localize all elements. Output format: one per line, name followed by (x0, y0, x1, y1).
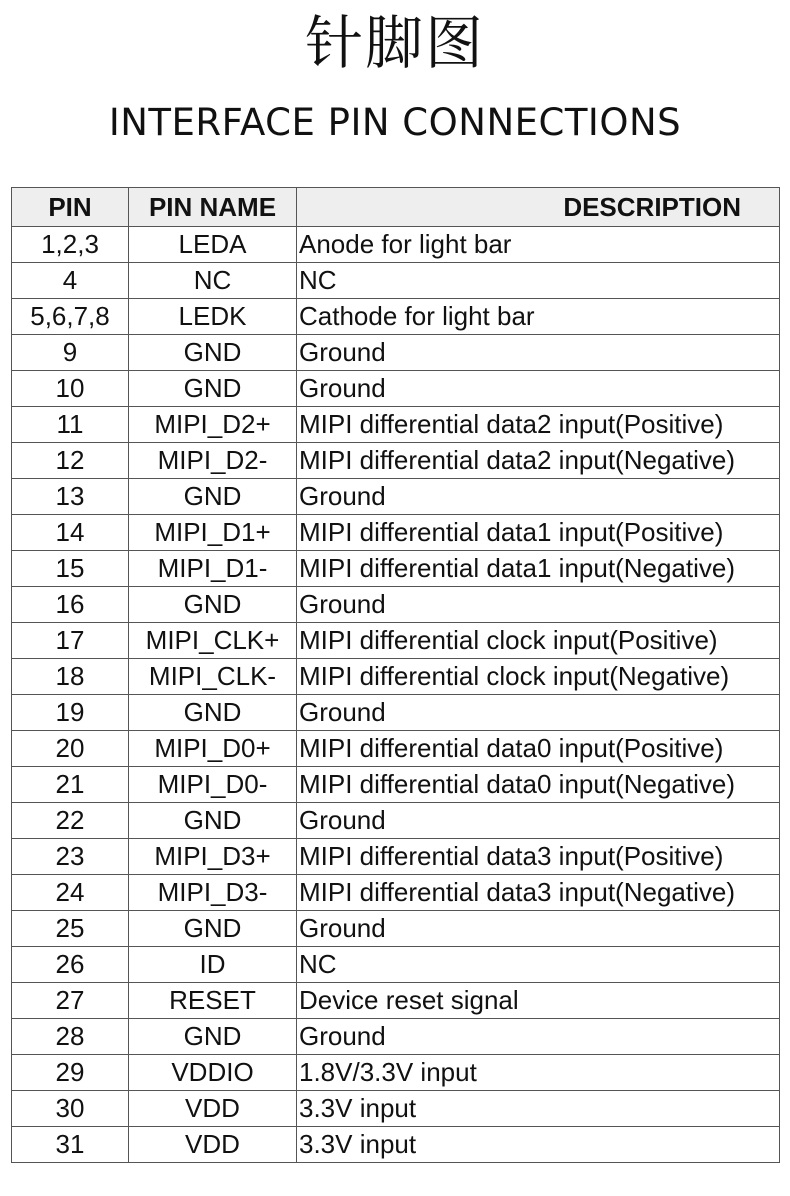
pin-name-cell: MIPI_D1+ (129, 515, 297, 551)
table-row (12, 875, 780, 911)
pin-name-cell: MIPI_D3+ (129, 839, 297, 875)
pin-name-cell: LEDA (129, 227, 297, 263)
pin-description-cell: MIPI differential data1 input(Positive) (297, 515, 780, 551)
pin-number-cell: 9 (12, 335, 129, 371)
table-row (12, 1127, 780, 1163)
pin-description-cell: MIPI differential data2 input(Negative) (297, 443, 780, 479)
pin-number-cell: 12 (12, 443, 129, 479)
pin-description-cell: Ground (297, 335, 780, 371)
pin-number-cell: 15 (12, 551, 129, 587)
table-row (12, 587, 780, 623)
table-row (12, 983, 780, 1019)
pin-number-cell: 29 (12, 1055, 129, 1091)
pin-name-cell: VDDIO (129, 1055, 297, 1091)
pin-number-cell: 4 (12, 263, 129, 299)
table-row (12, 371, 780, 407)
pin-number-cell: 23 (12, 839, 129, 875)
pin-name-cell: MIPI_D0+ (129, 731, 297, 767)
pin-name-cell: GND (129, 335, 297, 371)
pin-name-cell: ID (129, 947, 297, 983)
table-row (12, 1019, 780, 1055)
pin-name-cell: MIPI_CLK- (129, 659, 297, 695)
pin-number-cell: 13 (12, 479, 129, 515)
pin-description-cell: Ground (297, 1019, 780, 1055)
pin-description-cell: MIPI differential data3 input(Negative) (297, 875, 780, 911)
pin-name-cell: GND (129, 695, 297, 731)
pin-description-cell: Ground (297, 911, 780, 947)
header-pin-name: PIN NAME (129, 188, 297, 227)
pin-number-cell: 17 (12, 623, 129, 659)
pin-description-cell: Cathode for light bar (297, 299, 780, 335)
table-row (12, 803, 780, 839)
pin-description-cell: 1.8V/3.3V input (297, 1055, 780, 1091)
pin-number-cell: 25 (12, 911, 129, 947)
pin-number-cell: 1,2,3 (12, 227, 129, 263)
table-row (12, 767, 780, 803)
pin-number-cell: 20 (12, 731, 129, 767)
pin-name-cell: VDD (129, 1127, 297, 1163)
page-title-english: INTERFACE PIN CONNECTIONS (108, 101, 682, 144)
pin-number-cell: 27 (12, 983, 129, 1019)
pin-number-cell: 31 (12, 1127, 129, 1163)
table-row (12, 479, 780, 515)
table-row (12, 335, 780, 371)
pin-name-cell: MIPI_D2+ (129, 407, 297, 443)
pin-number-cell: 5,6,7,8 (12, 299, 129, 335)
pin-name-cell: VDD (129, 1091, 297, 1127)
table-row (12, 263, 780, 299)
table-row (12, 839, 780, 875)
table-body (12, 227, 780, 1163)
table-row (12, 911, 780, 947)
pin-description-cell: NC (297, 947, 780, 983)
table-row (12, 1055, 780, 1091)
pin-description-cell: Ground (297, 479, 780, 515)
pin-name-cell: GND (129, 587, 297, 623)
pin-name-cell: RESET (129, 983, 297, 1019)
pin-connections-table (11, 187, 780, 1163)
table-row (12, 947, 780, 983)
pin-number-cell: 22 (12, 803, 129, 839)
pin-number-cell: 16 (12, 587, 129, 623)
pin-name-cell: GND (129, 1019, 297, 1055)
pin-description-cell: MIPI differential data0 input(Negative) (297, 767, 780, 803)
page-title-chinese: 针脚图 (304, 9, 485, 77)
table-row (12, 443, 780, 479)
table-row (12, 695, 780, 731)
table-row (12, 515, 780, 551)
pin-description-cell: MIPI differential data1 input(Negative) (297, 551, 780, 587)
pin-name-cell: GND (129, 803, 297, 839)
pin-description-cell: Anode for light bar (297, 227, 780, 263)
pin-number-cell: 18 (12, 659, 129, 695)
pin-name-cell: MIPI_D3- (129, 875, 297, 911)
pin-description-cell: Ground (297, 695, 780, 731)
pin-number-cell: 11 (12, 407, 129, 443)
pin-name-cell: GND (129, 911, 297, 947)
pin-description-cell: MIPI differential clock input(Negative) (297, 659, 780, 695)
pin-description-cell: 3.3V input (297, 1091, 780, 1127)
pin-name-cell: MIPI_CLK+ (129, 623, 297, 659)
pin-description-cell: Ground (297, 587, 780, 623)
pin-number-cell: 30 (12, 1091, 129, 1127)
pin-name-cell: LEDK (129, 299, 297, 335)
pin-name-cell: MIPI_D2- (129, 443, 297, 479)
pin-description-cell: MIPI differential data3 input(Positive) (297, 839, 780, 875)
pin-number-cell: 26 (12, 947, 129, 983)
pin-number-cell: 19 (12, 695, 129, 731)
pin-name-cell: NC (129, 263, 297, 299)
table-row (12, 1091, 780, 1127)
table-row (12, 407, 780, 443)
pin-name-cell: MIPI_D1- (129, 551, 297, 587)
table-row (12, 227, 780, 263)
pin-description-cell: MIPI differential clock input(Positive) (297, 623, 780, 659)
header-description: DESCRIPTION (297, 188, 780, 227)
pin-description-cell: NC (297, 263, 780, 299)
pin-description-cell: Ground (297, 803, 780, 839)
pin-description-cell: MIPI differential data2 input(Positive) (297, 407, 780, 443)
pin-name-cell: MIPI_D0- (129, 767, 297, 803)
table-row (12, 731, 780, 767)
pin-description-cell: Device reset signal (297, 983, 780, 1019)
pin-description-cell: Ground (297, 371, 780, 407)
pin-name-cell: GND (129, 479, 297, 515)
pin-number-cell: 28 (12, 1019, 129, 1055)
pin-description-cell: MIPI differential data0 input(Positive) (297, 731, 780, 767)
pin-description-cell: 3.3V input (297, 1127, 780, 1163)
table-row (12, 551, 780, 587)
pin-number-cell: 21 (12, 767, 129, 803)
table-row (12, 299, 780, 335)
pin-name-cell: GND (129, 371, 297, 407)
pin-number-cell: 10 (12, 371, 129, 407)
table-row (12, 623, 780, 659)
pin-number-cell: 24 (12, 875, 129, 911)
header-pin: PIN (12, 188, 129, 227)
table-header-row (12, 188, 780, 227)
table-row (12, 659, 780, 695)
pin-number-cell: 14 (12, 515, 129, 551)
